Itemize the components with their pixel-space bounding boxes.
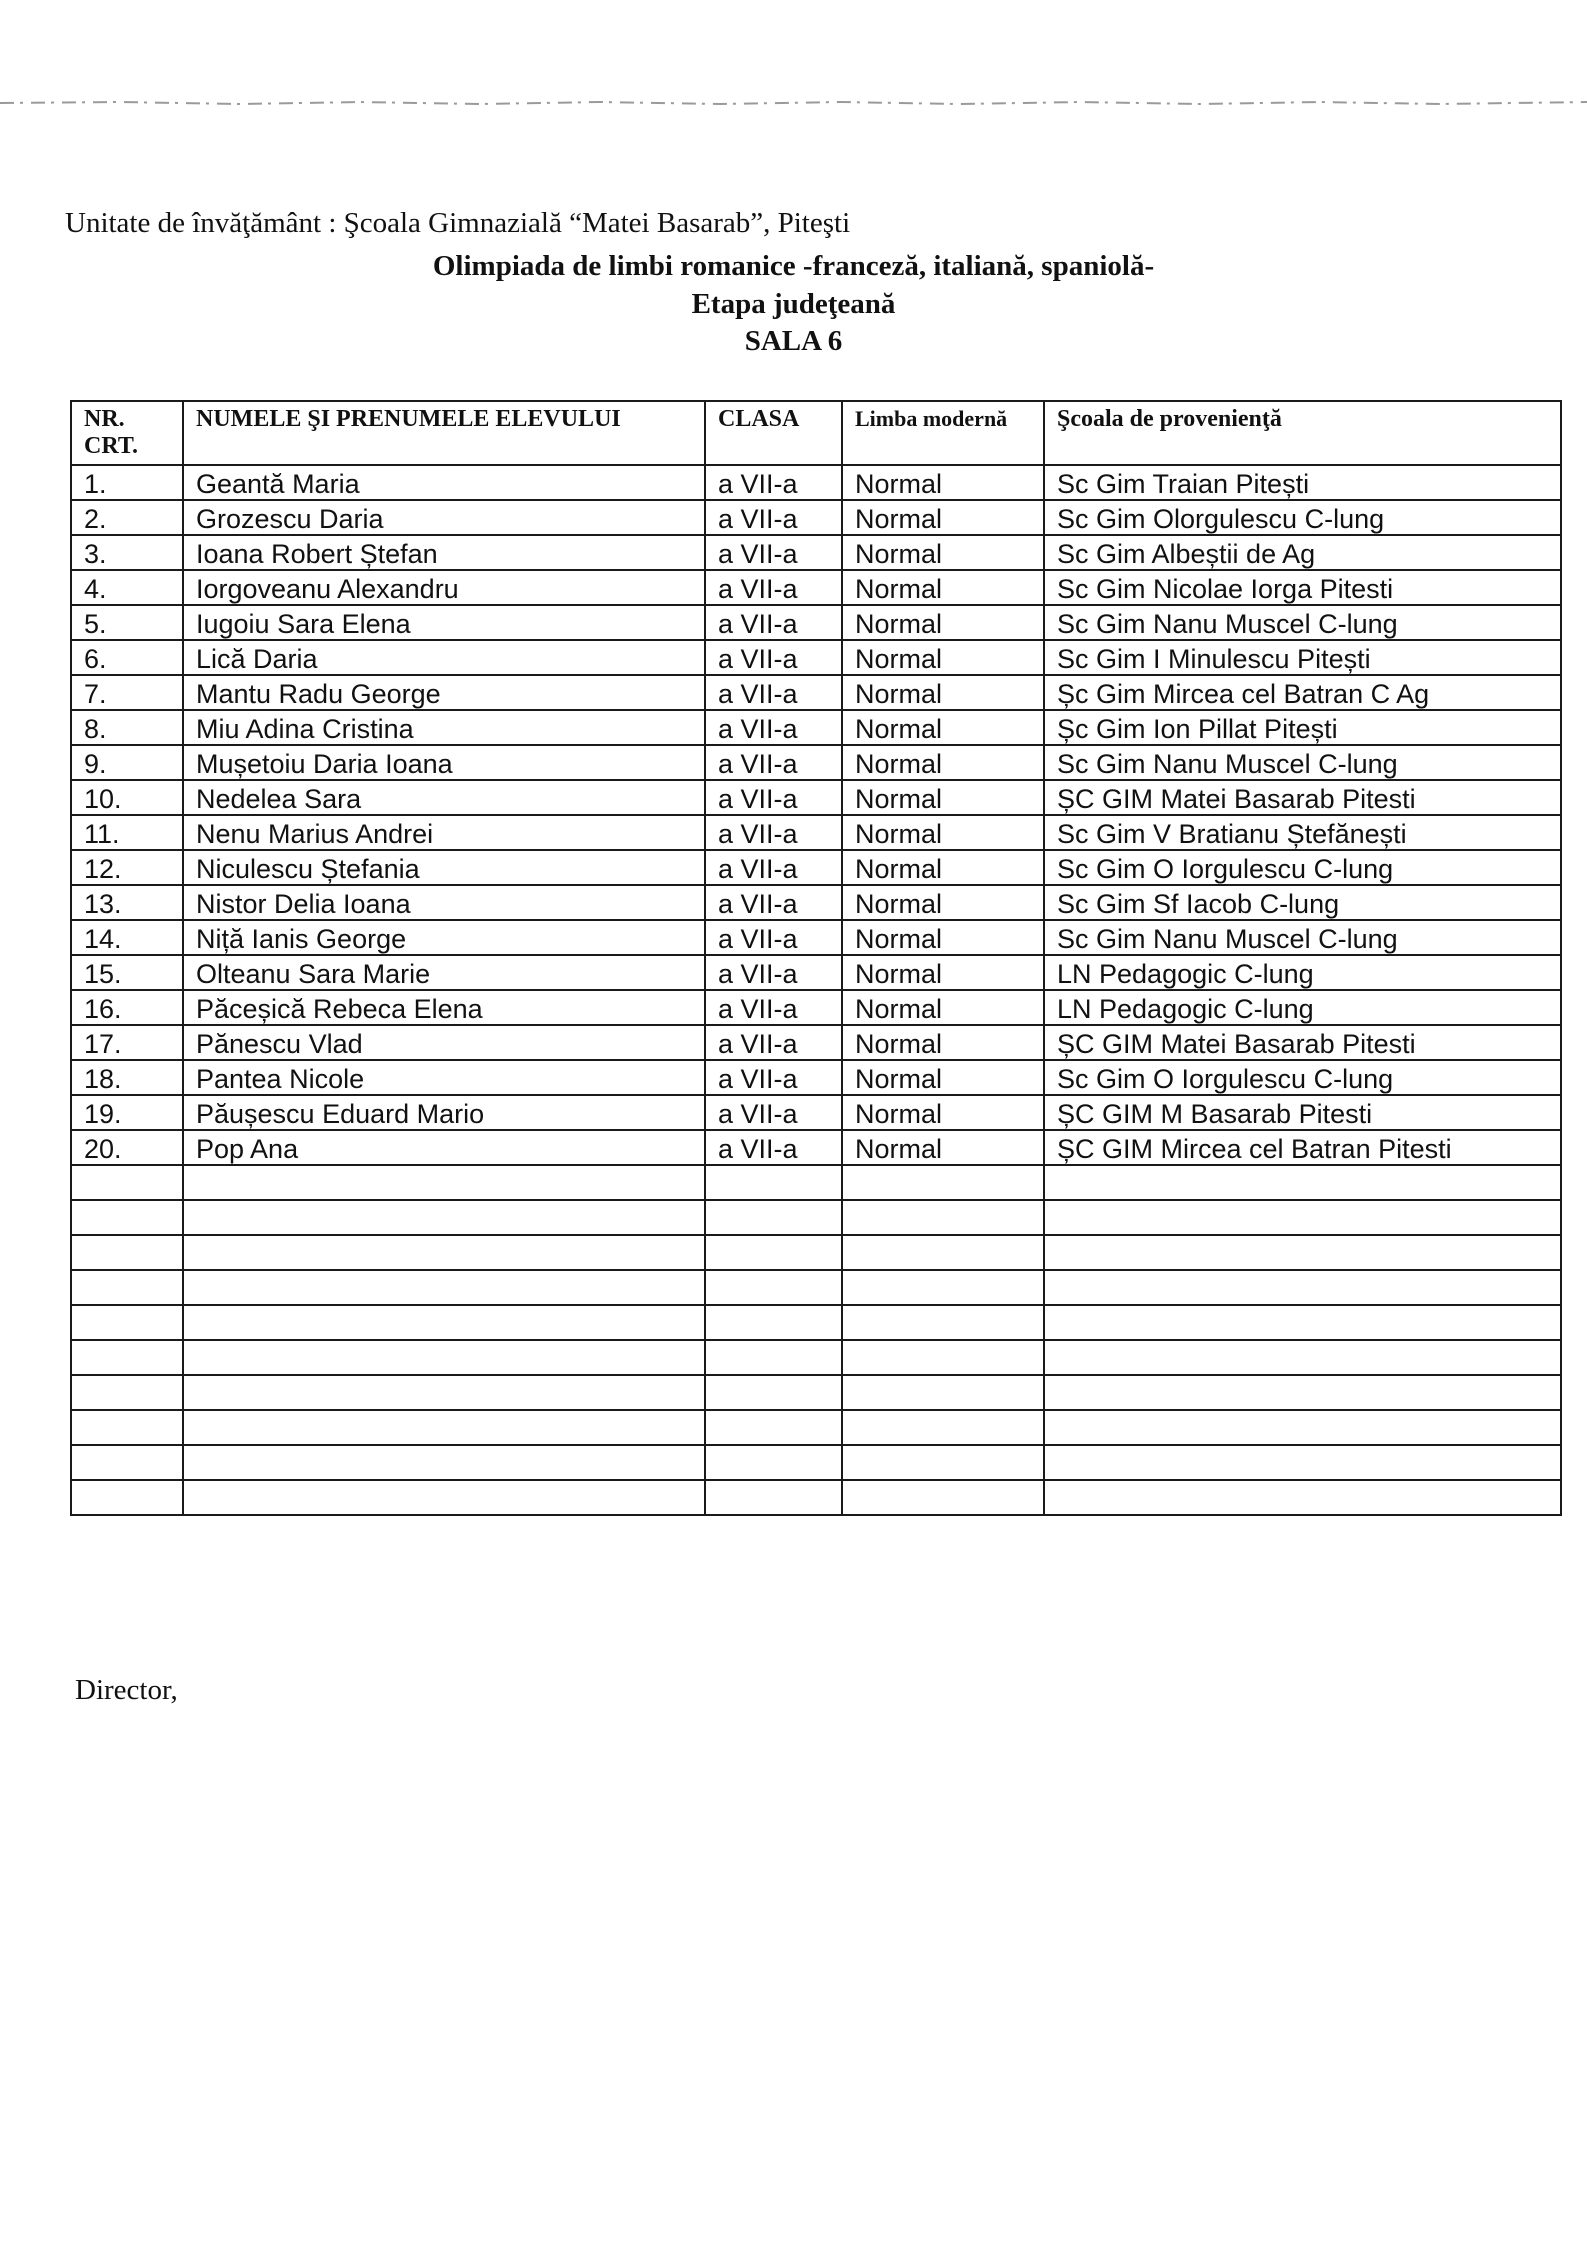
empty-cell-language xyxy=(842,1480,1044,1515)
cell-language: Normal xyxy=(842,605,1044,640)
cell-nr: 13. xyxy=(71,885,183,920)
empty-cell-class xyxy=(705,1270,842,1305)
empty-cell-language xyxy=(842,1410,1044,1445)
column-header-language: Limba modernă xyxy=(842,401,1044,465)
director-signature-label: Director, xyxy=(75,1674,178,1706)
empty-cell-school xyxy=(1044,1340,1561,1375)
empty-cell-nr xyxy=(71,1165,183,1200)
cell-name: Iorgoveanu Alexandru xyxy=(183,570,705,605)
cell-class: a VII-a xyxy=(705,465,842,500)
empty-cell-school xyxy=(1044,1235,1561,1270)
cell-language: Normal xyxy=(842,1095,1044,1130)
cell-language: Normal xyxy=(842,710,1044,745)
cell-nr: 5. xyxy=(71,605,183,640)
empty-cell-school xyxy=(1044,1445,1561,1480)
cell-language: Normal xyxy=(842,815,1044,850)
cell-name: Niculescu Ștefania xyxy=(183,850,705,885)
empty-cell-nr xyxy=(71,1480,183,1515)
cell-school: Sc Gim Sf Iacob C-lung xyxy=(1044,885,1561,920)
cell-nr: 18. xyxy=(71,1060,183,1095)
empty-table-row xyxy=(71,1235,1561,1270)
empty-table-row xyxy=(71,1165,1561,1200)
olympiad-title: Olimpiada de limbi romanice -franceză, italiană, spaniolă- xyxy=(432,250,1155,282)
cell-nr: 2. xyxy=(71,500,183,535)
empty-table-row xyxy=(71,1200,1561,1235)
cell-school: Sc Gim Nanu Muscel C-lung xyxy=(1044,745,1561,780)
cell-nr: 10. xyxy=(71,780,183,815)
cell-nr: 6. xyxy=(71,640,183,675)
empty-cell-language xyxy=(842,1445,1044,1480)
cell-language: Normal xyxy=(842,1025,1044,1060)
cell-name: Lică Daria xyxy=(183,640,705,675)
empty-cell-name xyxy=(183,1340,705,1375)
stage-title: Etapa judeţeană xyxy=(691,288,896,320)
cell-name: Grozescu Daria xyxy=(183,500,705,535)
cell-name: Pop Ana xyxy=(183,1130,705,1165)
table-row xyxy=(71,780,1561,815)
table-row xyxy=(71,640,1561,675)
cell-language: Normal xyxy=(842,1130,1044,1165)
table-row xyxy=(71,605,1561,640)
table-row xyxy=(71,1095,1561,1130)
empty-cell-nr xyxy=(71,1305,183,1340)
cell-class: a VII-a xyxy=(705,570,842,605)
cell-nr: 3. xyxy=(71,535,183,570)
table-row xyxy=(71,500,1561,535)
cell-name: Pantea Nicole xyxy=(183,1060,705,1095)
cell-language: Normal xyxy=(842,535,1044,570)
cell-name: Pănescu Vlad xyxy=(183,1025,705,1060)
cell-nr: 9. xyxy=(71,745,183,780)
cell-nr: 19. xyxy=(71,1095,183,1130)
cell-class: a VII-a xyxy=(705,1025,842,1060)
cell-school: ȘC GIM M Basarab Pitesti xyxy=(1044,1095,1561,1130)
empty-cell-class xyxy=(705,1235,842,1270)
cell-language: Normal xyxy=(842,675,1044,710)
cell-nr: 8. xyxy=(71,710,183,745)
cell-school: Sc Gim O Iorgulescu C-lung xyxy=(1044,850,1561,885)
cell-class: a VII-a xyxy=(705,605,842,640)
empty-cell-name xyxy=(183,1200,705,1235)
table-header-row xyxy=(71,401,1561,465)
table-row xyxy=(71,1130,1561,1165)
cell-class: a VII-a xyxy=(705,500,842,535)
cell-name: Păușescu Eduard Mario xyxy=(183,1095,705,1130)
cell-class: a VII-a xyxy=(705,815,842,850)
empty-cell-name xyxy=(183,1305,705,1340)
cell-name: Olteanu Sara Marie xyxy=(183,955,705,990)
cell-name: Geantă Maria xyxy=(183,465,705,500)
cell-class: a VII-a xyxy=(705,745,842,780)
cell-class: a VII-a xyxy=(705,710,842,745)
cell-class: a VII-a xyxy=(705,780,842,815)
cell-class: a VII-a xyxy=(705,990,842,1025)
table-row xyxy=(71,535,1561,570)
empty-cell-nr xyxy=(71,1375,183,1410)
empty-cell-class xyxy=(705,1480,842,1515)
cell-nr: 14. xyxy=(71,920,183,955)
cell-school: LN Pedagogic C-lung xyxy=(1044,955,1561,990)
empty-cell-school xyxy=(1044,1200,1561,1235)
cell-school: Sc Gim Albeștii de Ag xyxy=(1044,535,1561,570)
empty-cell-name xyxy=(183,1375,705,1410)
empty-cell-school xyxy=(1044,1375,1561,1410)
cell-nr: 20. xyxy=(71,1130,183,1165)
cell-nr: 11. xyxy=(71,815,183,850)
cell-class: a VII-a xyxy=(705,675,842,710)
cell-school: ȘC GIM Matei Basarab Pitesti xyxy=(1044,1025,1561,1060)
empty-cell-school xyxy=(1044,1410,1561,1445)
cell-name: Miu Adina Cristina xyxy=(183,710,705,745)
cell-language: Normal xyxy=(842,990,1044,1025)
cell-school: Sc Gim Nanu Muscel C-lung xyxy=(1044,920,1561,955)
empty-cell-nr xyxy=(71,1200,183,1235)
cell-nr: 4. xyxy=(71,570,183,605)
cell-class: a VII-a xyxy=(705,850,842,885)
scan-edge-artifact xyxy=(0,96,1587,110)
cell-name: Ioana Robert Ștefan xyxy=(183,535,705,570)
empty-table-row xyxy=(71,1480,1561,1515)
cell-language: Normal xyxy=(842,465,1044,500)
student-table xyxy=(70,400,1562,1516)
cell-nr: 1. xyxy=(71,465,183,500)
empty-cell-class xyxy=(705,1200,842,1235)
cell-school: Sc Gim O Iorgulescu C-lung xyxy=(1044,1060,1561,1095)
cell-nr: 16. xyxy=(71,990,183,1025)
cell-school: Șc Gim Mircea cel Batran C Ag xyxy=(1044,675,1561,710)
empty-table-row xyxy=(71,1445,1561,1480)
empty-table-row xyxy=(71,1270,1561,1305)
cell-language: Normal xyxy=(842,920,1044,955)
empty-cell-name xyxy=(183,1445,705,1480)
empty-cell-language xyxy=(842,1340,1044,1375)
table-row xyxy=(71,920,1561,955)
cell-name: Nistor Delia Ioana xyxy=(183,885,705,920)
cell-language: Normal xyxy=(842,640,1044,675)
table-row xyxy=(71,710,1561,745)
table-row xyxy=(71,990,1561,1025)
empty-cell-class xyxy=(705,1165,842,1200)
cell-language: Normal xyxy=(842,955,1044,990)
cell-school: Sc Gim Nanu Muscel C-lung xyxy=(1044,605,1561,640)
cell-language: Normal xyxy=(842,570,1044,605)
empty-cell-nr xyxy=(71,1270,183,1305)
cell-class: a VII-a xyxy=(705,1130,842,1165)
cell-name: Mantu Radu George xyxy=(183,675,705,710)
cell-school: Sc Gim V Bratianu Ștefănești xyxy=(1044,815,1561,850)
empty-cell-name xyxy=(183,1165,705,1200)
cell-name: Nedelea Sara xyxy=(183,780,705,815)
empty-table-row xyxy=(71,1410,1561,1445)
cell-class: a VII-a xyxy=(705,920,842,955)
cell-language: Normal xyxy=(842,745,1044,780)
empty-cell-school xyxy=(1044,1305,1561,1340)
cell-language: Normal xyxy=(842,885,1044,920)
empty-cell-class xyxy=(705,1305,842,1340)
empty-cell-name xyxy=(183,1235,705,1270)
empty-cell-language xyxy=(842,1235,1044,1270)
table-row xyxy=(71,815,1561,850)
empty-cell-class xyxy=(705,1445,842,1480)
empty-table-row xyxy=(71,1375,1561,1410)
cell-school: Sc Gim Traian Pitești xyxy=(1044,465,1561,500)
cell-school: Sc Gim I Minulescu Pitești xyxy=(1044,640,1561,675)
table-row xyxy=(71,465,1561,500)
cell-name: Păceșică Rebeca Elena xyxy=(183,990,705,1025)
cell-school: ȘC GIM Mircea cel Batran Pitesti xyxy=(1044,1130,1561,1165)
table-row xyxy=(71,570,1561,605)
room-title: SALA 6 xyxy=(744,325,843,357)
column-header-class: CLASA xyxy=(705,401,842,465)
cell-name: Niță Ianis George xyxy=(183,920,705,955)
cell-class: a VII-a xyxy=(705,885,842,920)
empty-cell-class xyxy=(705,1410,842,1445)
empty-cell-name xyxy=(183,1410,705,1445)
empty-cell-class xyxy=(705,1375,842,1410)
empty-cell-school xyxy=(1044,1165,1561,1200)
cell-name: Iugoiu Sara Elena xyxy=(183,605,705,640)
cell-class: a VII-a xyxy=(705,955,842,990)
empty-table-row xyxy=(71,1305,1561,1340)
cell-name: Mușetoiu Daria Ioana xyxy=(183,745,705,780)
cell-language: Normal xyxy=(842,850,1044,885)
cell-class: a VII-a xyxy=(705,1060,842,1095)
school-unit-line: Unitate de învăţământ : Şcoala Gimnazială “Matei Basarab”, Piteşti xyxy=(65,207,851,239)
empty-cell-class xyxy=(705,1340,842,1375)
cell-school: Sc Gim Olorgulescu C-lung xyxy=(1044,500,1561,535)
empty-cell-nr xyxy=(71,1410,183,1445)
cell-nr: 15. xyxy=(71,955,183,990)
empty-cell-language xyxy=(842,1375,1044,1410)
empty-cell-language xyxy=(842,1305,1044,1340)
cell-school: Șc Gim Ion Pillat Pitești xyxy=(1044,710,1561,745)
cell-class: a VII-a xyxy=(705,1095,842,1130)
cell-language: Normal xyxy=(842,1060,1044,1095)
cell-class: a VII-a xyxy=(705,640,842,675)
cell-name: Nenu Marius Andrei xyxy=(183,815,705,850)
cell-class: a VII-a xyxy=(705,535,842,570)
empty-cell-nr xyxy=(71,1340,183,1375)
cell-nr: 12. xyxy=(71,850,183,885)
cell-nr: 7. xyxy=(71,675,183,710)
empty-cell-language xyxy=(842,1165,1044,1200)
empty-cell-nr xyxy=(71,1445,183,1480)
table-row xyxy=(71,745,1561,780)
table-row xyxy=(71,955,1561,990)
empty-cell-nr xyxy=(71,1235,183,1270)
column-header-nr: NR. CRT. xyxy=(71,401,183,465)
cell-school: ȘC GIM Matei Basarab Pitesti xyxy=(1044,780,1561,815)
table-row xyxy=(71,1060,1561,1095)
empty-cell-name xyxy=(183,1480,705,1515)
cell-school: Sc Gim Nicolae Iorga Pitesti xyxy=(1044,570,1561,605)
empty-cell-name xyxy=(183,1270,705,1305)
empty-cell-school xyxy=(1044,1270,1561,1305)
empty-cell-language xyxy=(842,1270,1044,1305)
empty-cell-language xyxy=(842,1200,1044,1235)
empty-table-row xyxy=(71,1340,1561,1375)
cell-language: Normal xyxy=(842,780,1044,815)
column-header-school: Şcoala de provenienţă xyxy=(1044,401,1561,465)
table-row xyxy=(71,675,1561,710)
cell-school: LN Pedagogic C-lung xyxy=(1044,990,1561,1025)
table-row xyxy=(71,850,1561,885)
cell-language: Normal xyxy=(842,500,1044,535)
table-row xyxy=(71,1025,1561,1060)
table-row xyxy=(71,885,1561,920)
empty-cell-school xyxy=(1044,1480,1561,1515)
column-header-name: NUMELE ŞI PRENUMELE ELEVULUI xyxy=(183,401,705,465)
cell-nr: 17. xyxy=(71,1025,183,1060)
